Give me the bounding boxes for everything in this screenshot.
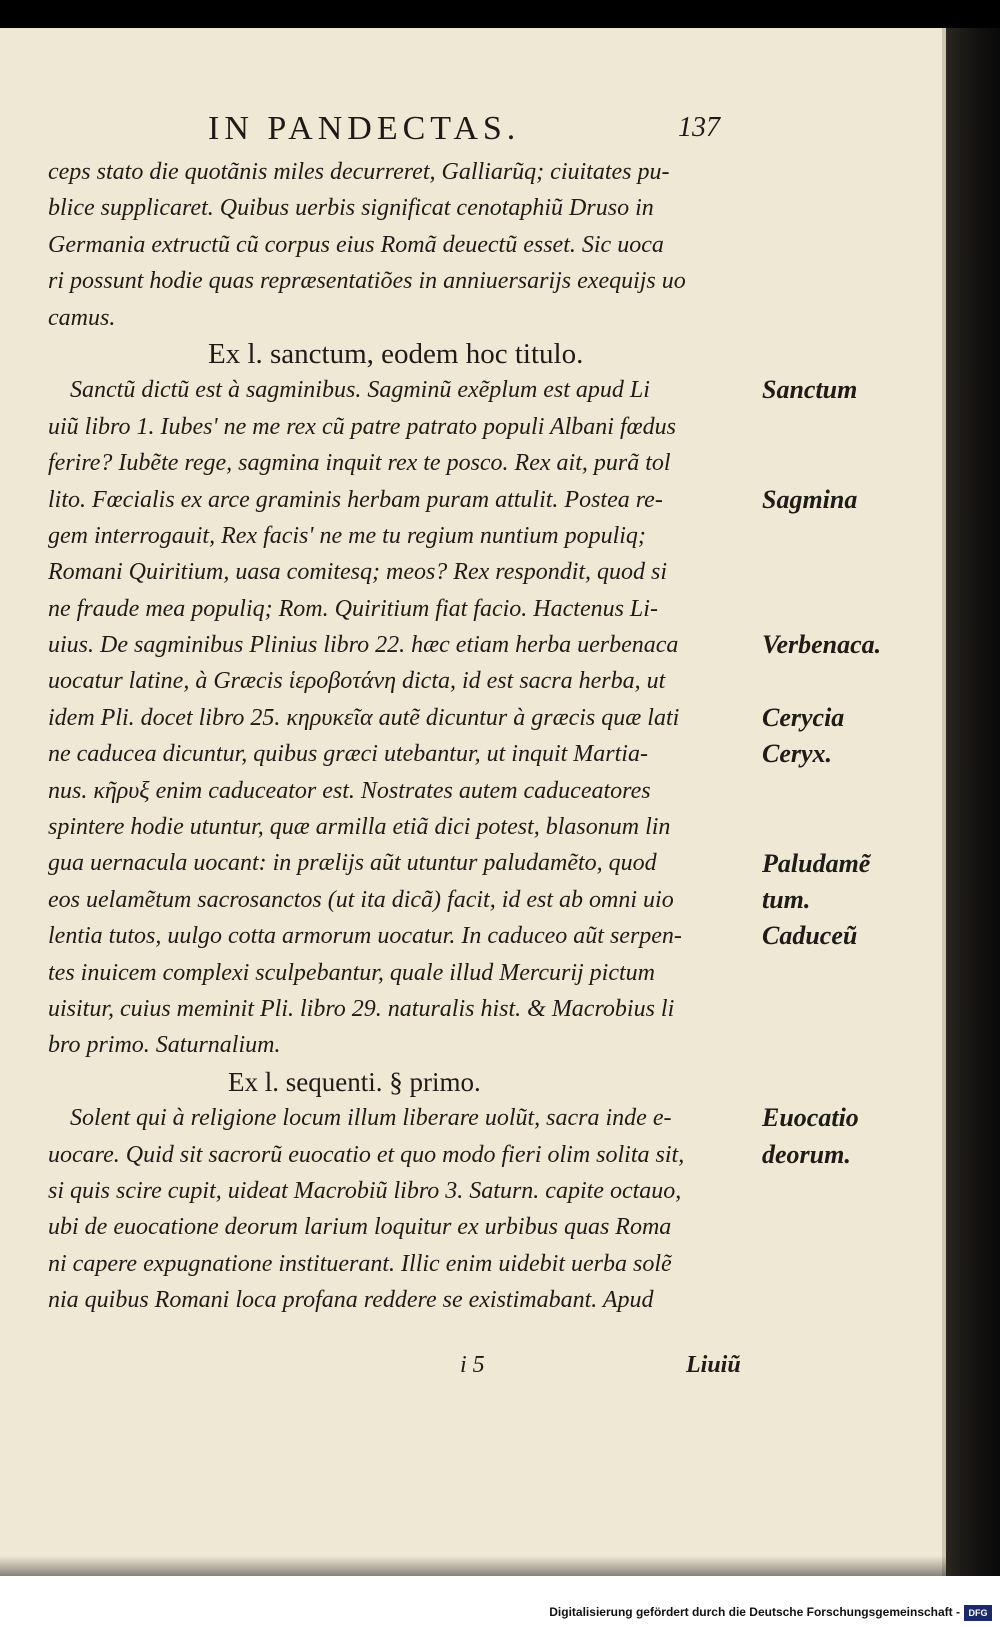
body-text (48, 154, 748, 1319)
text-line: nia quibus Romani loca profana reddere se existimabant. Apud (48, 1287, 654, 1314)
text-line: spintere hodie utuntur, quæ armilla etiã dici potest, blasonum lin (48, 814, 671, 841)
footer-bar (0, 1576, 1000, 1627)
margin-note: Sanctum (762, 375, 858, 405)
text-line: ceps stato die quotãnis miles decurreret, Galliarũq; ciuitates pu- (48, 159, 670, 185)
text-line: Sanctũ dictũ est à sagminibus. Sagminũ exẽplum est apud Li (70, 377, 650, 404)
text-line: Romani Quiritium, uasa comitesq; meos? Rex respondit, quod si (48, 559, 668, 586)
folio-number: 137 (678, 112, 720, 143)
text-line: idem Pli. docet libro 25. κηρυκεῖα autẽ dicuntur à græcis quæ lati (48, 704, 680, 731)
text-line: ubi de euocatione deorum larium loquitur ex urbibus quas Roma (48, 1214, 672, 1241)
text-line: uius. De sagminibus Plinius libro 22. hæc etiam herba uerbenaca (48, 632, 679, 659)
text-line: uocare. Quid sit sacrorũ euocatio et quo modo fieri olim solita sit, (48, 1141, 685, 1168)
margin-note: Paludamẽ (762, 848, 871, 878)
text-line: gua uernacula uocant: in prælijs aũt utuntur paludamẽto, quod (48, 850, 657, 877)
text-line: uiũ libro 1. Iubes' ne me rex cũ patre patrato populi Albani fœdus (48, 413, 676, 440)
margin-note: deorum. (762, 1139, 851, 1169)
book-page (0, 28, 946, 1576)
scan-border-top (0, 0, 1000, 28)
margin-note: Cerycia (762, 703, 845, 732)
text-line: ni capere expugnatione instituerant. Illic enim uidebit uerba solẽ (48, 1250, 672, 1277)
catchword: Liuiũ (686, 1352, 741, 1378)
text-line: Germania extructũ cũ corpus eius Romã deuectũ esset. Sic uoca (48, 231, 664, 258)
text-line: ne fraude mea populiq; Rom. Quiritium fiat facio. Hactenus Li- (48, 595, 658, 622)
margin-note: tum. (762, 885, 811, 914)
text-line: blice supplicaret. Quibus uerbis significat cenotaphiũ Druso in (48, 195, 654, 222)
margin-note: Verbenaca. (762, 630, 882, 660)
dfg-logo: DFG (964, 1605, 992, 1621)
text-line: lito. Fœcialis ex arce graminis herbam puram attulit. Postea re- (48, 486, 663, 513)
text-line: nus. κῆρυξ enim caduceator est. Nostrates autem caduceatores (48, 777, 651, 804)
text-line: ri possunt hodie quas repræsentatiões in anniuersarijs exequijs uo (48, 268, 686, 295)
text-line: bro primo. Saturnalium. (48, 1032, 281, 1059)
text-line: uisitur, cuius meminit Pli. libro 29. naturalis hist. & Macrobius li (48, 995, 675, 1022)
text-line: tes inuicem complexi sculpebantur, quale illud Mercurij pictum (48, 959, 655, 986)
running-head: IN PANDECTAS. (208, 110, 521, 147)
margin-note: Euocatio (762, 1103, 859, 1133)
text-line: uocatur latine, à Græcis ἱεροβοτάνη dicta, id est sacra herba, ut (48, 668, 666, 695)
text-line: Solent qui à religione locum illum liberare uolũt, sacra inde e- (70, 1105, 672, 1132)
text-line: camus. (48, 304, 116, 331)
margin-note: Caduceũ (762, 921, 858, 951)
margin-note: Sagmina (762, 484, 858, 514)
section-heading: Ex l. sanctum, eodem hoc titulo. (208, 337, 584, 370)
text-line: gem interrogauit, Rex facis' ne me tu regium nuntium populiq; (48, 522, 646, 549)
funding-credit: Digitalisierung gefördert durch die Deutsche Forschungsgemeinschaft - (549, 1605, 960, 1619)
text-line: si quis scire cupit, uideat Macrobiũ libro 3. Saturn. capite octauo, (48, 1177, 682, 1204)
page-header (0, 110, 946, 150)
text-line: eos uelamẽtum sacrosanctos (ut ita dicã) facit, id est ab omni uio (48, 886, 674, 913)
text-line: ferire? Iubẽte rege, sagmina inquit rex te posco. Rex ait, purã tol (48, 450, 671, 477)
section-heading: Ex l. sequenti. § primo. (228, 1066, 481, 1097)
text-line: ne caducea dicuntur, quibus græci utebantur, ut inquit Martia- (48, 741, 648, 768)
margin-note: Ceryx. (762, 739, 833, 769)
signature-mark: i 5 (460, 1352, 485, 1378)
page-fore-edge (946, 28, 1000, 1576)
text-line: lentia tutos, uulgo cotta armorum uocatur. In caduceo aũt serpen- (48, 923, 682, 950)
